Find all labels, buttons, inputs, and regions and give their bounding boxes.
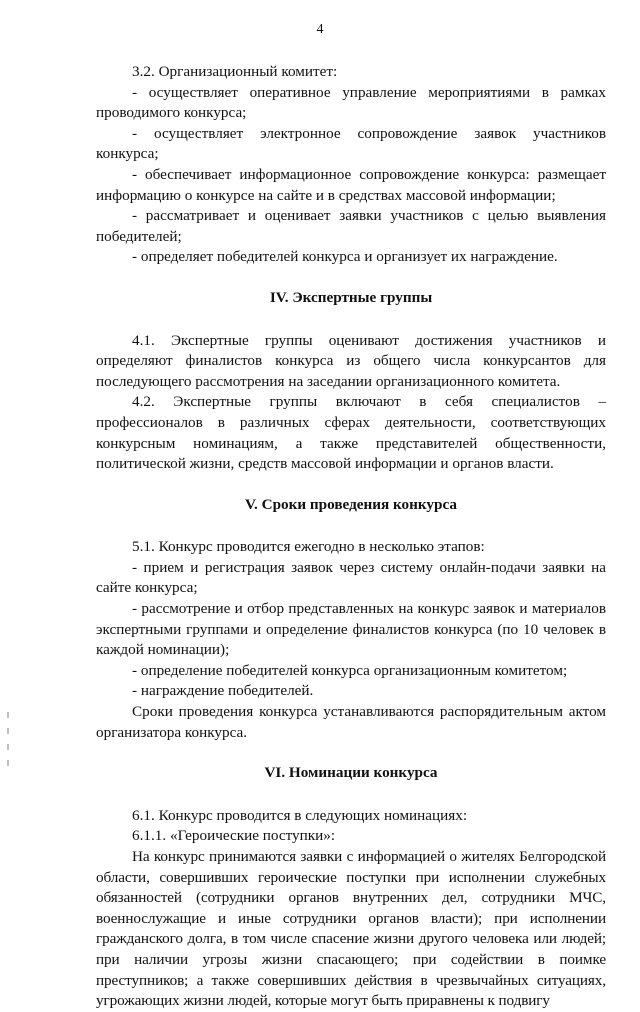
paragraph-6-1: 6.1. Конкурс проводится в следующих номинациях: bbox=[132, 806, 468, 824]
section-3-2-title: 3.2. Организационный комитет: bbox=[132, 63, 338, 80]
list-item: - прием и регистрация заявок через систему онлайн-подачи заявки на сайте конкурса; bbox=[96, 558, 606, 597]
paragraph-5-1: 5.1. Конкурс проводится ежегодно в несколько этапов: bbox=[132, 538, 485, 556]
document-body bbox=[96, 62, 606, 1012]
list-item: - осуществляет электронное сопровождение заявок участников конкурса; bbox=[96, 124, 606, 163]
list-item: - определяет победителей конкурса и организует их награждение. bbox=[132, 248, 558, 266]
list-item: - определение победителей конкурса организационным комитетом; bbox=[132, 661, 568, 679]
section-4-heading: IV. Экспертные группы bbox=[269, 288, 433, 306]
paragraph-6-1-1-body: На конкурс принимаются заявки с информацией о жителях Белгородской области, совершивших героические поступки при исполнении служебных обязанностей (сотрудники органов внутренних дел, сотрудники МЧС, военнослужащие и иные сотрудники органов власти); при исполнении гражданского долга, в том числе спасение жизни другого человека или людей; при наличии угрозы жизни спасающего; при содействии в поимке преступников; а также совершивших действия в чрезвычайных ситуациях, угрожающих жизни людей, которые могут быть приравнены к подвигу bbox=[96, 848, 606, 1010]
list-item: - награждение победителей. bbox=[132, 682, 314, 700]
section-5-heading: V. Сроки проведения конкурса bbox=[245, 495, 457, 513]
paragraph-6-1-1: 6.1.1. «Героические поступки»: bbox=[132, 827, 336, 845]
binding-marks bbox=[4, 712, 12, 782]
paragraph-4-1: 4.1. Экспертные группы оценивают достижения участников и определяют финалистов конкурса из общего числа конкурсантов для последующего рассмотрения на заседании организационного комитета. bbox=[96, 331, 606, 390]
list-item: - осуществляет оперативное управление мероприятиями в рамках проводимого конкурса; bbox=[96, 83, 606, 122]
list-item: - обеспечивает информационное сопровождение конкурса: размещает информацию о конкурсе на сайте и в средствах массовой информации; bbox=[96, 165, 606, 204]
section-6-heading: VI. Номинации конкурса bbox=[264, 764, 438, 782]
list-item: - рассмотрение и отбор представленных на конкурс заявок и материалов экспертными группами и определение финалистов конкурса (по 10 человек в каждой номинации); bbox=[96, 600, 606, 659]
page-number: 4 bbox=[316, 22, 324, 37]
paragraph-5-closing: Сроки проведения конкурса устанавливаются распорядительным актом организатора конкурса. bbox=[96, 703, 606, 741]
paragraph-4-2: 4.2. Экспертные группы включают в себя специалистов – профессионалов в различных сферах деятельности, соответствующих конкурсным номинациям, а также представителей общественности, политической жизни, средств массовой информации и органов власти. bbox=[96, 393, 606, 473]
list-item: - рассматривает и оценивает заявки участников с целью выявления победителей; bbox=[96, 207, 606, 245]
